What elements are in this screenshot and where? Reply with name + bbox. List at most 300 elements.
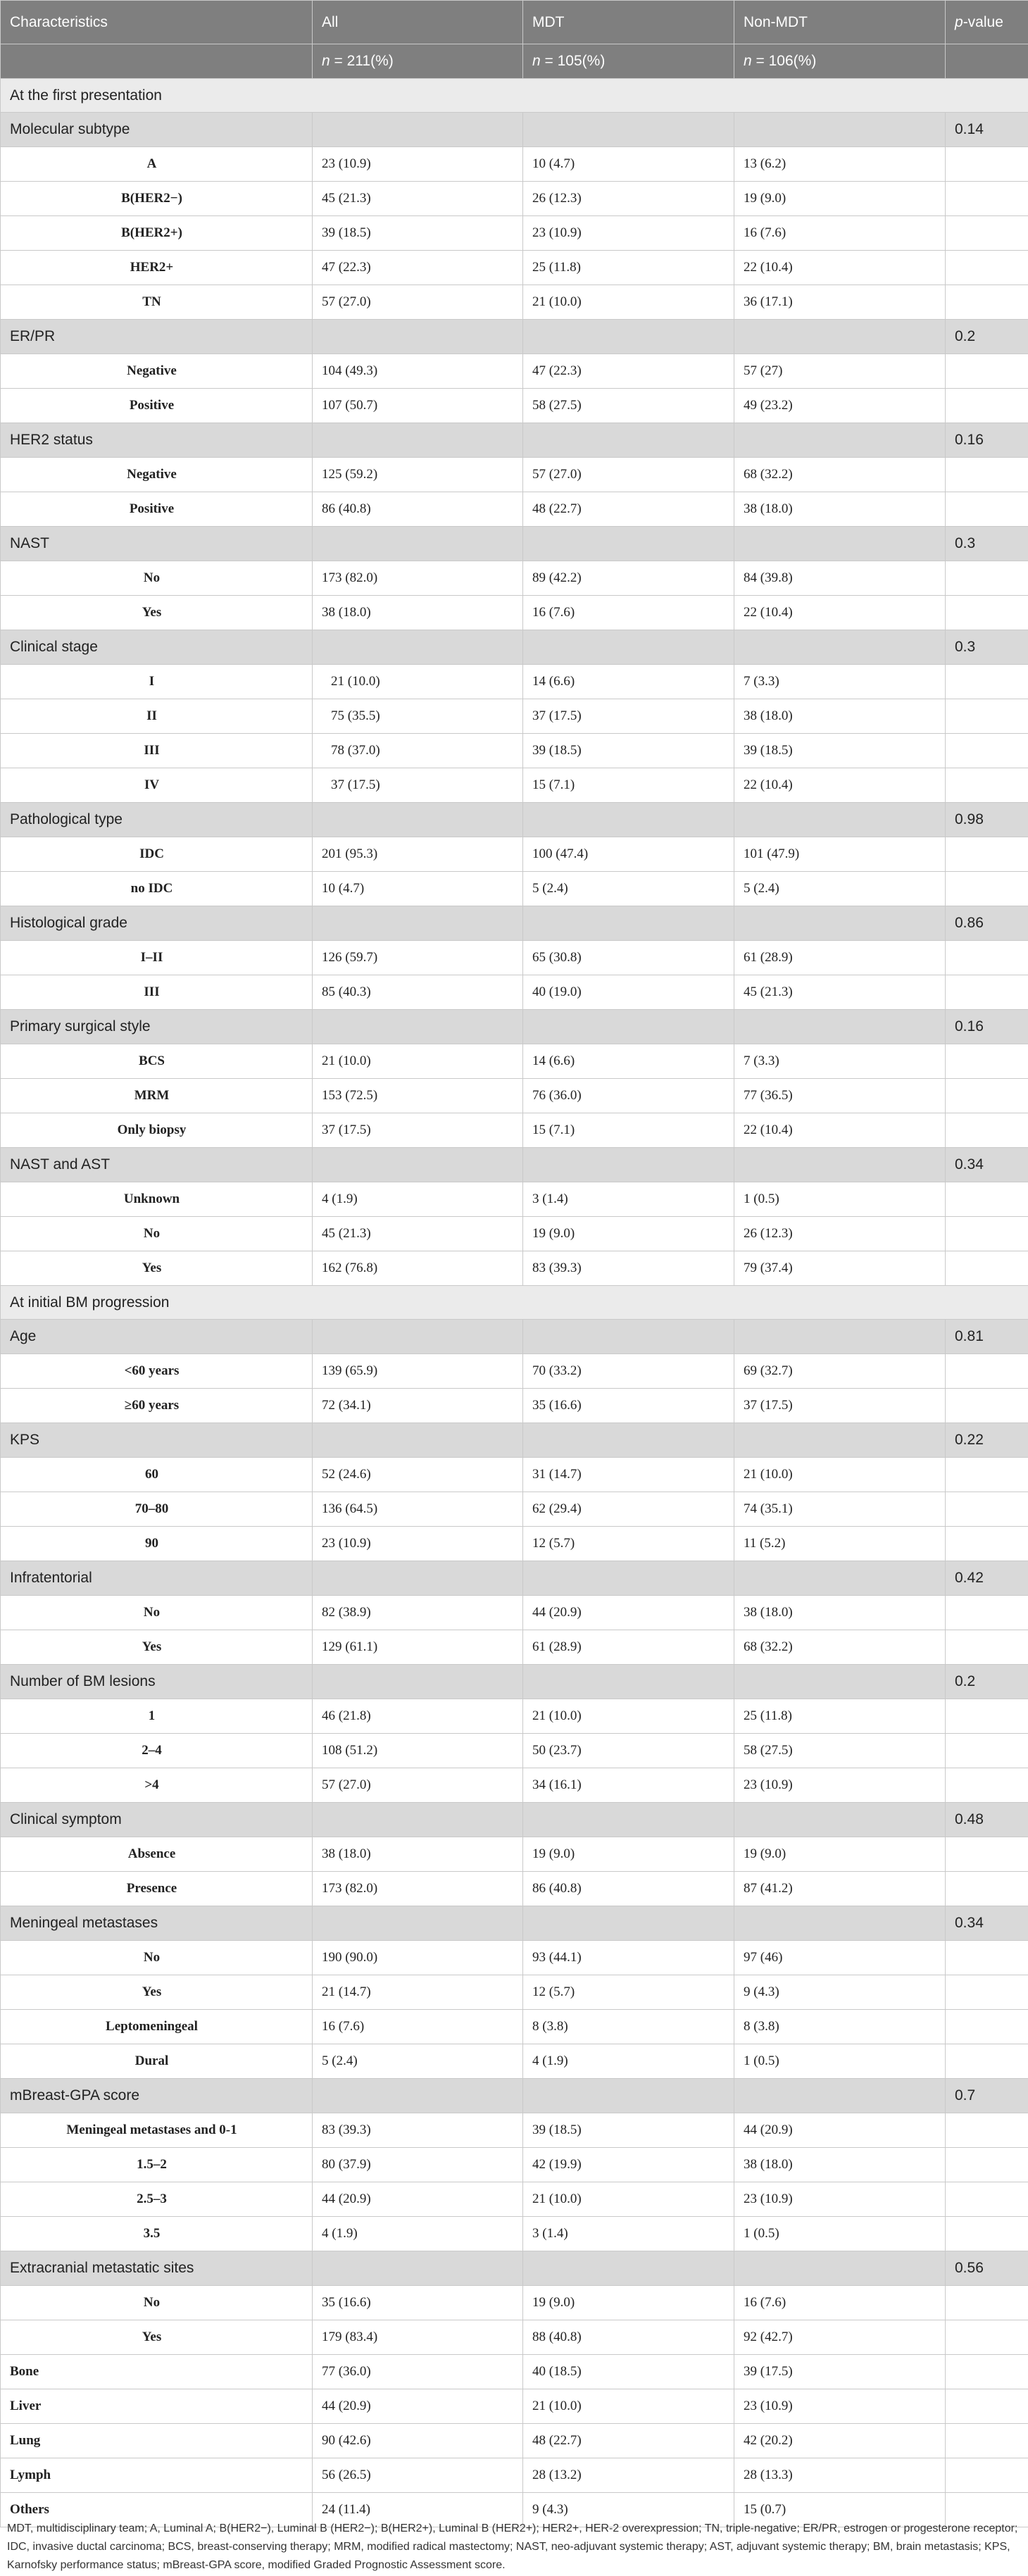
header-mdt: MDT xyxy=(523,1,734,44)
group-label: Primary surgical style xyxy=(1,1010,313,1044)
cell-p-value xyxy=(946,216,1028,251)
cell-non-mdt: 84 (39.8) xyxy=(734,561,946,596)
cell-mdt: 40 (18.5) xyxy=(523,2355,734,2389)
cell-p-value xyxy=(946,2148,1028,2182)
cell-mdt: 83 (39.3) xyxy=(523,1251,734,1286)
table-row xyxy=(1,1596,1028,1630)
cell-p-value xyxy=(946,2389,1028,2424)
n-non-mdt-value: = 106(%) xyxy=(751,53,817,70)
row-label: Bone xyxy=(1,2355,313,2389)
group-p-value: 0.42 xyxy=(946,1561,1028,1596)
cell-p-value xyxy=(946,665,1028,699)
group-cell-mdt xyxy=(523,2251,734,2286)
row-label: Negative xyxy=(1,354,313,389)
group-cell-non-mdt xyxy=(734,1803,946,1837)
row-label: A xyxy=(1,147,313,182)
cell-mdt: 35 (16.6) xyxy=(523,1389,734,1423)
row-label: TN xyxy=(1,285,313,320)
group-row xyxy=(1,113,1028,147)
cell-non-mdt: 16 (7.6) xyxy=(734,2286,946,2320)
section-label: At initial BM progression xyxy=(1,1286,1028,1320)
cell-mdt: 21 (10.0) xyxy=(523,285,734,320)
cell-all: 37 (17.5) xyxy=(313,1113,523,1148)
cell-all: 4 (1.9) xyxy=(313,2217,523,2251)
cell-all: 82 (38.9) xyxy=(313,1596,523,1630)
table-row xyxy=(1,1837,1028,1872)
cell-non-mdt: 9 (4.3) xyxy=(734,1975,946,2010)
cell-p-value xyxy=(946,2424,1028,2458)
cell-p-value xyxy=(946,2182,1028,2217)
group-p-value: 0.3 xyxy=(946,630,1028,665)
table-row xyxy=(1,1458,1028,1492)
row-label: 3.5 xyxy=(1,2217,313,2251)
cell-all: 77 (36.0) xyxy=(313,2355,523,2389)
row-label: Yes xyxy=(1,1630,313,1665)
cell-all: 83 (39.3) xyxy=(313,2113,523,2148)
cell-non-mdt: 8 (3.8) xyxy=(734,2010,946,2044)
table-row xyxy=(1,1941,1028,1975)
table-row xyxy=(1,492,1028,527)
cell-mdt: 70 (33.2) xyxy=(523,1354,734,1389)
cell-all: 35 (16.6) xyxy=(313,2286,523,2320)
group-cell-non-mdt xyxy=(734,1010,946,1044)
table-row xyxy=(1,2355,1028,2389)
table-body xyxy=(1,79,1028,2527)
cell-p-value xyxy=(946,837,1028,872)
cell-all: 108 (51.2) xyxy=(313,1734,523,1768)
table-row xyxy=(1,837,1028,872)
header-n-empty xyxy=(1,44,313,79)
row-label: Liver xyxy=(1,2389,313,2424)
cell-non-mdt: 44 (20.9) xyxy=(734,2113,946,2148)
cell-all: 179 (83.4) xyxy=(313,2320,523,2355)
group-cell-all xyxy=(313,906,523,941)
header-n-row xyxy=(1,44,1028,79)
cell-p-value xyxy=(946,768,1028,803)
table-row xyxy=(1,1630,1028,1665)
group-cell-mdt xyxy=(523,1320,734,1354)
group-cell-mdt xyxy=(523,906,734,941)
cell-non-mdt: 23 (10.9) xyxy=(734,1768,946,1803)
cell-p-value xyxy=(946,147,1028,182)
cell-all: 104 (49.3) xyxy=(313,354,523,389)
cell-all: 45 (21.3) xyxy=(313,182,523,216)
group-cell-non-mdt xyxy=(734,1423,946,1458)
cell-mdt: 28 (13.2) xyxy=(523,2458,734,2493)
group-label: HER2 status xyxy=(1,423,313,458)
cell-all: 75 (35.5) xyxy=(313,699,523,734)
table-row xyxy=(1,2458,1028,2493)
cell-p-value xyxy=(946,182,1028,216)
header-p-rest: -value xyxy=(963,13,1003,30)
cell-all: 57 (27.0) xyxy=(313,285,523,320)
cell-mdt: 10 (4.7) xyxy=(523,147,734,182)
cell-p-value xyxy=(946,1596,1028,1630)
group-row xyxy=(1,2079,1028,2113)
cell-mdt: 8 (3.8) xyxy=(523,2010,734,2044)
group-cell-non-mdt xyxy=(734,423,946,458)
row-label: 70–80 xyxy=(1,1492,313,1527)
row-label: Yes xyxy=(1,1975,313,2010)
cell-non-mdt: 7 (3.3) xyxy=(734,1044,946,1079)
cell-p-value xyxy=(946,1251,1028,1286)
group-label: KPS xyxy=(1,1423,313,1458)
cell-p-value xyxy=(946,1872,1028,1906)
table-row xyxy=(1,1354,1028,1389)
table-row xyxy=(1,561,1028,596)
group-cell-non-mdt xyxy=(734,527,946,561)
cell-non-mdt: 45 (21.3) xyxy=(734,975,946,1010)
group-cell-mdt xyxy=(523,1803,734,1837)
cell-all: 139 (65.9) xyxy=(313,1354,523,1389)
cell-p-value xyxy=(946,2113,1028,2148)
cell-all: 190 (90.0) xyxy=(313,1941,523,1975)
cell-all: 23 (10.9) xyxy=(313,147,523,182)
table-row xyxy=(1,2424,1028,2458)
cell-p-value xyxy=(946,975,1028,1010)
cell-mdt: 50 (23.7) xyxy=(523,1734,734,1768)
cell-mdt: 19 (9.0) xyxy=(523,1837,734,1872)
cell-all: 37 (17.5) xyxy=(313,768,523,803)
cell-non-mdt: 22 (10.4) xyxy=(734,768,946,803)
cell-all: 21 (10.0) xyxy=(313,1044,523,1079)
group-cell-all xyxy=(313,113,523,147)
cell-non-mdt: 68 (32.2) xyxy=(734,458,946,492)
row-label: No xyxy=(1,1217,313,1251)
group-p-value: 0.98 xyxy=(946,803,1028,837)
group-cell-all xyxy=(313,1561,523,1596)
n-symbol: n xyxy=(532,53,541,70)
group-label: Clinical stage xyxy=(1,630,313,665)
group-label: Number of BM lesions xyxy=(1,1665,313,1699)
cell-mdt: 61 (28.9) xyxy=(523,1630,734,1665)
cell-p-value xyxy=(946,1389,1028,1423)
header-n-p-empty xyxy=(946,44,1028,79)
cell-mdt: 15 (7.1) xyxy=(523,768,734,803)
cell-non-mdt: 36 (17.1) xyxy=(734,285,946,320)
cell-mdt: 3 (1.4) xyxy=(523,2217,734,2251)
cell-non-mdt: 22 (10.4) xyxy=(734,1113,946,1148)
cell-p-value xyxy=(946,1630,1028,1665)
table-row xyxy=(1,1251,1028,1286)
cell-non-mdt: 21 (10.0) xyxy=(734,1458,946,1492)
row-label: III xyxy=(1,734,313,768)
cell-mdt: 39 (18.5) xyxy=(523,2113,734,2148)
group-p-value: 0.2 xyxy=(946,320,1028,354)
cell-all: 39 (18.5) xyxy=(313,216,523,251)
header-n-non-mdt xyxy=(734,44,946,79)
row-label: ≥60 years xyxy=(1,1389,313,1423)
cell-all: 47 (22.3) xyxy=(313,251,523,285)
row-label: No xyxy=(1,1596,313,1630)
table-row xyxy=(1,2010,1028,2044)
group-label: Infratentorial xyxy=(1,1561,313,1596)
row-label: Dural xyxy=(1,2044,313,2079)
group-cell-mdt xyxy=(523,320,734,354)
table-row xyxy=(1,699,1028,734)
cell-non-mdt: 57 (27) xyxy=(734,354,946,389)
table-row xyxy=(1,975,1028,1010)
table-row xyxy=(1,1182,1028,1217)
group-cell-mdt xyxy=(523,527,734,561)
row-label: 1.5–2 xyxy=(1,2148,313,2182)
cell-mdt: 16 (7.6) xyxy=(523,596,734,630)
group-cell-mdt xyxy=(523,1665,734,1699)
group-row xyxy=(1,1561,1028,1596)
table-row xyxy=(1,1492,1028,1527)
group-cell-non-mdt xyxy=(734,2251,946,2286)
table-row xyxy=(1,734,1028,768)
group-p-value: 0.34 xyxy=(946,1906,1028,1941)
cell-p-value xyxy=(946,1079,1028,1113)
group-cell-all xyxy=(313,630,523,665)
group-row xyxy=(1,1665,1028,1699)
group-cell-mdt xyxy=(523,1010,734,1044)
row-label: IV xyxy=(1,768,313,803)
row-label: Positive xyxy=(1,389,313,423)
section-row xyxy=(1,79,1028,113)
group-label: NAST xyxy=(1,527,313,561)
group-cell-all xyxy=(313,2079,523,2113)
row-label: no IDC xyxy=(1,872,313,906)
cell-non-mdt: 58 (27.5) xyxy=(734,1734,946,1768)
group-row xyxy=(1,1803,1028,1837)
cell-p-value xyxy=(946,1354,1028,1389)
cell-all: 38 (18.0) xyxy=(313,596,523,630)
cell-all: 125 (59.2) xyxy=(313,458,523,492)
row-label: No xyxy=(1,2286,313,2320)
cell-mdt: 5 (2.4) xyxy=(523,872,734,906)
header-all: All xyxy=(313,1,523,44)
row-label: MRM xyxy=(1,1079,313,1113)
cell-non-mdt: 28 (13.3) xyxy=(734,2458,946,2493)
cell-non-mdt: 101 (47.9) xyxy=(734,837,946,872)
cell-all: 129 (61.1) xyxy=(313,1630,523,1665)
row-label: Leptomeningeal xyxy=(1,2010,313,2044)
cell-p-value xyxy=(946,389,1028,423)
cell-all: 86 (40.8) xyxy=(313,492,523,527)
cell-non-mdt: 68 (32.2) xyxy=(734,1630,946,1665)
cell-p-value xyxy=(946,1975,1028,2010)
cell-non-mdt: 22 (10.4) xyxy=(734,596,946,630)
group-p-value: 0.56 xyxy=(946,2251,1028,2286)
cell-p-value xyxy=(946,458,1028,492)
cell-p-value xyxy=(946,2044,1028,2079)
table-row xyxy=(1,1734,1028,1768)
table-row xyxy=(1,1975,1028,2010)
cell-mdt: 47 (22.3) xyxy=(523,354,734,389)
cell-all: 78 (37.0) xyxy=(313,734,523,768)
row-label: B(HER2−) xyxy=(1,182,313,216)
cell-p-value xyxy=(946,1217,1028,1251)
cell-mdt: 42 (19.9) xyxy=(523,2148,734,2182)
row-label: I–II xyxy=(1,941,313,975)
group-label: mBreast-GPA score xyxy=(1,2079,313,2113)
group-cell-non-mdt xyxy=(734,1906,946,1941)
cell-mdt: 44 (20.9) xyxy=(523,1596,734,1630)
cell-all: 45 (21.3) xyxy=(313,1217,523,1251)
cell-p-value xyxy=(946,596,1028,630)
header-characteristics: Characteristics xyxy=(1,1,313,44)
table-row xyxy=(1,2217,1028,2251)
cell-non-mdt: 37 (17.5) xyxy=(734,1389,946,1423)
group-cell-all xyxy=(313,2251,523,2286)
row-label: Unknown xyxy=(1,1182,313,1217)
row-label: III xyxy=(1,975,313,1010)
cell-mdt: 58 (27.5) xyxy=(523,389,734,423)
cell-mdt: 86 (40.8) xyxy=(523,1872,734,1906)
cell-p-value xyxy=(946,1044,1028,1079)
row-label: Yes xyxy=(1,2320,313,2355)
cell-all: 173 (82.0) xyxy=(313,561,523,596)
group-cell-all xyxy=(313,1906,523,1941)
cell-p-value xyxy=(946,2286,1028,2320)
row-label: 90 xyxy=(1,1527,313,1561)
row-label: Lymph xyxy=(1,2458,313,2493)
group-p-value: 0.2 xyxy=(946,1665,1028,1699)
table-row xyxy=(1,596,1028,630)
cell-all: 52 (24.6) xyxy=(313,1458,523,1492)
cell-mdt: 3 (1.4) xyxy=(523,1182,734,1217)
group-row xyxy=(1,630,1028,665)
row-label: Yes xyxy=(1,1251,313,1286)
row-label: Only biopsy xyxy=(1,1113,313,1148)
cell-non-mdt: 1 (0.5) xyxy=(734,1182,946,1217)
table-row xyxy=(1,1113,1028,1148)
cell-p-value xyxy=(946,941,1028,975)
cell-non-mdt: 19 (9.0) xyxy=(734,182,946,216)
table-row xyxy=(1,1044,1028,1079)
cell-all: 46 (21.8) xyxy=(313,1699,523,1734)
cell-all: 5 (2.4) xyxy=(313,2044,523,2079)
cell-all: 44 (20.9) xyxy=(313,2182,523,2217)
cell-non-mdt: 23 (10.9) xyxy=(734,2182,946,2217)
cell-non-mdt: 38 (18.0) xyxy=(734,492,946,527)
cell-non-mdt: 74 (35.1) xyxy=(734,1492,946,1527)
table-row xyxy=(1,941,1028,975)
n-symbol: n xyxy=(744,53,752,70)
cell-mdt: 57 (27.0) xyxy=(523,458,734,492)
group-row xyxy=(1,1148,1028,1182)
section-row xyxy=(1,1286,1028,1320)
cell-mdt: 9 (4.3) xyxy=(523,2493,734,2527)
row-label: BCS xyxy=(1,1044,313,1079)
cell-non-mdt: 26 (12.3) xyxy=(734,1217,946,1251)
cell-all: 173 (82.0) xyxy=(313,1872,523,1906)
cell-all: 201 (95.3) xyxy=(313,837,523,872)
header-n-all xyxy=(313,44,523,79)
table-row xyxy=(1,872,1028,906)
cell-all: 90 (42.6) xyxy=(313,2424,523,2458)
row-label: Absence xyxy=(1,1837,313,1872)
cell-mdt: 76 (36.0) xyxy=(523,1079,734,1113)
cell-mdt: 39 (18.5) xyxy=(523,734,734,768)
cell-non-mdt: 38 (18.0) xyxy=(734,2148,946,2182)
group-row xyxy=(1,1320,1028,1354)
group-cell-mdt xyxy=(523,803,734,837)
row-label: Presence xyxy=(1,1872,313,1906)
cell-all: 162 (76.8) xyxy=(313,1251,523,1286)
group-cell-all xyxy=(313,803,523,837)
cell-non-mdt: 92 (42.7) xyxy=(734,2320,946,2355)
cell-all: 23 (10.9) xyxy=(313,1527,523,1561)
group-label: Age xyxy=(1,1320,313,1354)
group-p-value: 0.14 xyxy=(946,113,1028,147)
cell-mdt: 21 (10.0) xyxy=(523,2389,734,2424)
group-cell-mdt xyxy=(523,1148,734,1182)
group-cell-non-mdt xyxy=(734,803,946,837)
cell-p-value xyxy=(946,1734,1028,1768)
header-n-mdt xyxy=(523,44,734,79)
table-row xyxy=(1,2389,1028,2424)
cell-non-mdt: 61 (28.9) xyxy=(734,941,946,975)
group-cell-mdt xyxy=(523,630,734,665)
group-row xyxy=(1,1423,1028,1458)
group-cell-non-mdt xyxy=(734,2079,946,2113)
cell-non-mdt: 38 (18.0) xyxy=(734,699,946,734)
cell-mdt: 31 (14.7) xyxy=(523,1458,734,1492)
table-row xyxy=(1,285,1028,320)
table-row xyxy=(1,2148,1028,2182)
cell-all: 44 (20.9) xyxy=(313,2389,523,2424)
group-cell-all xyxy=(313,1010,523,1044)
cell-p-value xyxy=(946,1458,1028,1492)
cell-mdt: 65 (30.8) xyxy=(523,941,734,975)
cell-mdt: 25 (11.8) xyxy=(523,251,734,285)
row-label: I xyxy=(1,665,313,699)
group-p-value: 0.3 xyxy=(946,527,1028,561)
table-row xyxy=(1,216,1028,251)
cell-all: 56 (26.5) xyxy=(313,2458,523,2493)
table-header xyxy=(1,1,1028,79)
cell-non-mdt: 42 (20.2) xyxy=(734,2424,946,2458)
cell-all: 136 (64.5) xyxy=(313,1492,523,1527)
cell-all: 21 (10.0) xyxy=(313,665,523,699)
group-cell-mdt xyxy=(523,1423,734,1458)
cell-p-value xyxy=(946,251,1028,285)
cell-p-value xyxy=(946,2217,1028,2251)
group-cell-all xyxy=(313,1320,523,1354)
table-row xyxy=(1,458,1028,492)
group-row xyxy=(1,423,1028,458)
n-mdt-value: = 105(%) xyxy=(540,53,606,70)
row-label: <60 years xyxy=(1,1354,313,1389)
cell-non-mdt: 49 (23.2) xyxy=(734,389,946,423)
table-row xyxy=(1,1389,1028,1423)
table-footnote: MDT, multidisciplinary team; A, Luminal A; B(HER2−), Luminal B (HER2−); B(HER2+), Luminal B (HER2+); HER2+, HER-2 overexpression; TN, triple-negative; ER/PR, estrogen or progesterone receptor; IDC, invasive ductal carcinoma; BCS, breast-conserving therapy; MRM, modified radical mastectomy; NAST, neo-adjuvant systemic therapy; AST, adjuvant systemic therapy; BM, brain metastasis; KPS, Karnofsky performance status; mBreast-GPA score, modified Graded Prognostic Assessment score. xyxy=(7,2522,1018,2571)
cell-non-mdt: 15 (0.7) xyxy=(734,2493,946,2527)
cell-p-value xyxy=(946,561,1028,596)
group-cell-mdt xyxy=(523,1561,734,1596)
cell-mdt: 4 (1.9) xyxy=(523,2044,734,2079)
cell-all: 4 (1.9) xyxy=(313,1182,523,1217)
header-row xyxy=(1,1,1028,44)
cell-all: 126 (59.7) xyxy=(313,941,523,975)
cell-p-value xyxy=(946,354,1028,389)
group-p-value: 0.34 xyxy=(946,1148,1028,1182)
cell-all: 107 (50.7) xyxy=(313,389,523,423)
header-p-italic: p xyxy=(955,13,963,30)
group-label: ER/PR xyxy=(1,320,313,354)
row-label: Others xyxy=(1,2493,313,2527)
cell-non-mdt: 23 (10.9) xyxy=(734,2389,946,2424)
row-label: HER2+ xyxy=(1,251,313,285)
cell-non-mdt: 69 (32.7) xyxy=(734,1354,946,1389)
cell-p-value xyxy=(946,1113,1028,1148)
group-label: Meningeal metastases xyxy=(1,1906,313,1941)
cell-p-value xyxy=(946,1768,1028,1803)
group-p-value: 0.86 xyxy=(946,906,1028,941)
